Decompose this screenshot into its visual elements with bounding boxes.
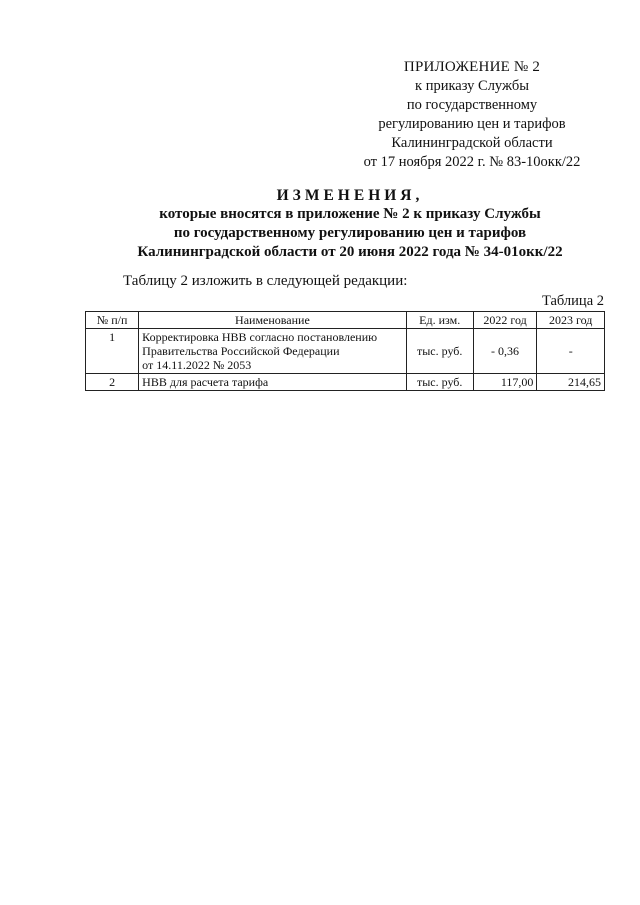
row-value-2023: 214,65: [537, 374, 605, 391]
row-num: 1: [86, 329, 139, 374]
instruction-text: Таблицу 2 изложить в следующей редакции:: [123, 273, 408, 289]
table-row: [86, 374, 605, 391]
appendix-line: по государственному: [406, 97, 538, 113]
changes-title: ИЗМЕНЕНИЯ,: [276, 187, 424, 204]
table-caption: Таблица 2: [541, 293, 604, 309]
changes-line: по государственному регулированию цен и тарифов: [173, 225, 527, 241]
tariff-table: [85, 311, 605, 391]
row-value-2022: - 0,36: [473, 329, 537, 374]
row-name: [139, 374, 407, 391]
changes-heading: [80, 186, 620, 262]
appendix-line: регулированию цен и тарифов: [378, 116, 566, 132]
header-unit: Ед. изм.: [406, 312, 473, 329]
row-name-line: НВВ для расчета тарифа: [142, 375, 269, 389]
changes-line: которые вносятся в приложение № 2 к приказу Службы: [159, 206, 541, 222]
row-unit: тыс. руб.: [406, 329, 473, 374]
header-2022: 2022 год: [473, 312, 537, 329]
appendix-title: ПРИЛОЖЕНИЕ № 2: [403, 59, 541, 75]
header-name: Наименование: [139, 312, 407, 329]
header-2023: 2023 год: [537, 312, 605, 329]
row-name-line: от 14.11.2022 № 2053: [142, 358, 252, 372]
table-header-row: [86, 312, 605, 329]
row-unit: тыс. руб.: [406, 374, 473, 391]
appendix-order-date: от 17 ноября 2022 г. № 83-10окк/22: [363, 154, 581, 170]
table-row: [86, 329, 605, 374]
row-name-line: Правительства Российской Федерации: [142, 344, 340, 358]
appendix-line: к приказу Службы: [415, 78, 529, 94]
row-name-line: Корректировка НВВ согласно постановлению: [142, 330, 378, 344]
row-value-2022: 117,00: [473, 374, 537, 391]
header-num: № п/п: [86, 312, 139, 329]
row-value-2023: -: [537, 329, 605, 374]
row-name: [139, 329, 407, 374]
changes-line: Калининградской области от 20 июня 2022 года № 34-01окк/22: [137, 244, 563, 260]
appendix-header: [342, 58, 602, 172]
appendix-line: Калининградской области: [391, 135, 553, 151]
row-num: 2: [86, 374, 139, 391]
